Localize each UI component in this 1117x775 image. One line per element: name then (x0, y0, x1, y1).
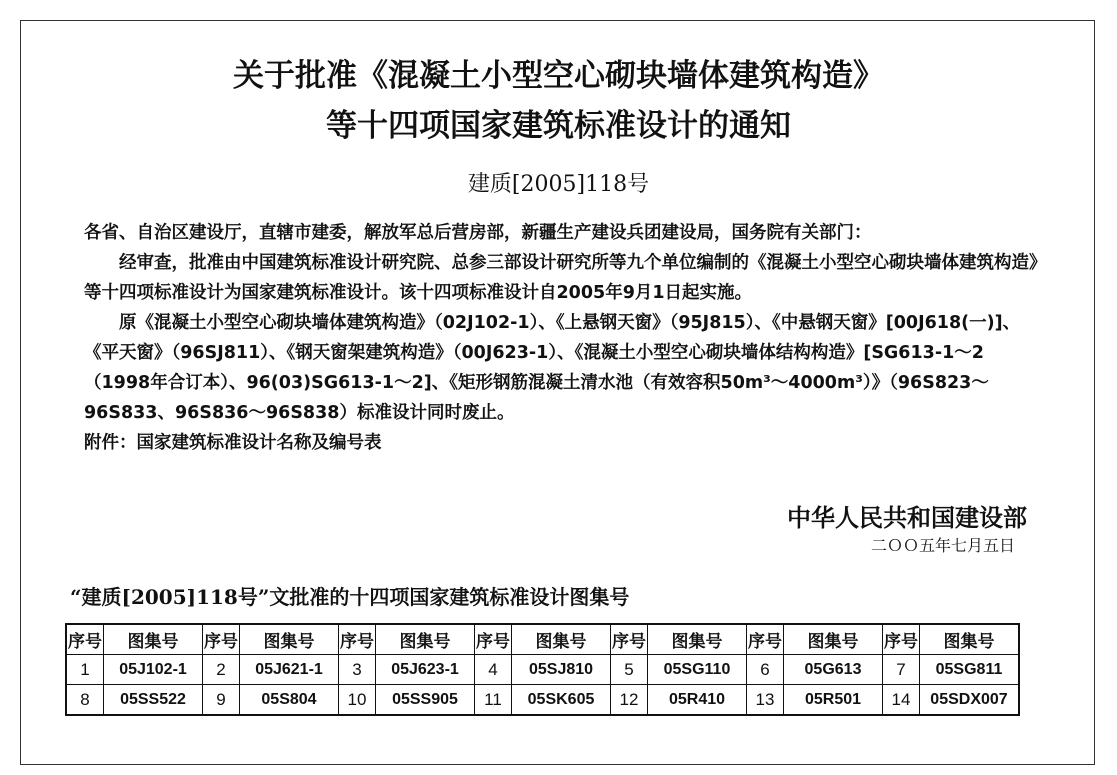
signature-block (787, 502, 1027, 558)
cell-code: 05S804 (240, 685, 339, 716)
header-code: 图集号 (512, 624, 611, 655)
cell-code: 05SDX007 (920, 685, 1020, 716)
cell-no: 8 (66, 685, 104, 716)
issuer-name: 中华人民共和国建设部 (787, 503, 1027, 532)
header-no: 序号 (611, 624, 648, 655)
header-no: 序号 (339, 624, 376, 655)
cell-no: 5 (611, 655, 648, 685)
header-no: 序号 (203, 624, 240, 655)
addressee-paragraph: 各省、自治区建设厅，直辖市建委，解放军总后营房部，新疆生产建设兵团建设局，国务院有关部门： (84, 223, 872, 243)
document-title-line2: 等十四项国家建筑标准设计的通知 (326, 108, 791, 144)
issue-date: 二ＯＯ五年七月五日 (870, 536, 1015, 555)
document-title-line1: 关于批准《混凝土小型空心砌块墙体建筑构造》 (233, 58, 884, 94)
cell-no: 11 (475, 685, 512, 716)
cell-code: 05SJ810 (512, 655, 611, 685)
cell-code: 05J621-1 (240, 655, 339, 685)
approval-paragraph: 经审查，批准由中国建筑标准设计研究院、总参三部设计研究所等九个单位编制的《混凝土小型空心砌块墙体建筑构造》等十四项标准设计为国家建筑标准设计。该十四项标准设计自2005年9月1日起实施。 (84, 253, 1038, 303)
repeal-paragraph: 原《混凝土小型空心砌块墙体建筑构造》（02J102-1）、《上悬钢天窗》（95J815）、《中悬钢天窗》[00J618(一)]、《平天窗》（96SJ811）、《钢天窗架建筑构造》（00J623-1）、《混凝土小型空心砌块墙体结构构造》[SG613-1～2（1998年合订本）、96(03)SG613-1～2]、《矩形钢筋混凝土清水池（有效容积50m³～4000m³）》（96S823～96S833、96S836～96S838）标准设计同时废止。 (84, 313, 1021, 423)
attachment-note: 附件：国家建筑标准设计名称及编号表 (84, 433, 382, 453)
cell-no: 9 (203, 685, 240, 716)
header-no: 序号 (747, 624, 784, 655)
table-header-row (66, 624, 1019, 655)
cell-code: 05J623-1 (376, 655, 475, 685)
cell-no: 14 (883, 685, 920, 716)
cell-code: 05SS905 (376, 685, 475, 716)
header-code: 图集号 (784, 624, 883, 655)
cell-no: 7 (883, 655, 920, 685)
cell-no: 6 (747, 655, 784, 685)
document-body (84, 218, 1044, 458)
header-code: 图集号 (104, 624, 203, 655)
cell-code: 05R501 (784, 685, 883, 716)
cell-code: 05SS522 (104, 685, 203, 716)
header-code: 图集号 (376, 624, 475, 655)
cell-code: 05J102-1 (104, 655, 203, 685)
cell-code: 05R410 (648, 685, 747, 716)
table-row (66, 655, 1019, 685)
header-no: 序号 (475, 624, 512, 655)
cell-no: 10 (339, 685, 376, 716)
document-number: 建质[2005]118号 (467, 172, 650, 197)
cell-no: 3 (339, 655, 376, 685)
cell-code: 05SG110 (648, 655, 747, 685)
header-code: 图集号 (648, 624, 747, 655)
cell-no: 1 (66, 655, 104, 685)
header-code: 图集号 (920, 624, 1020, 655)
cell-no: 2 (203, 655, 240, 685)
header-code: 图集号 (240, 624, 339, 655)
cell-no: 4 (475, 655, 512, 685)
header-no: 序号 (883, 624, 920, 655)
table-caption: “建质[2005]118号”文批准的十四项国家建筑标准设计图集号 (70, 585, 630, 609)
atlas-number-table (65, 623, 1020, 716)
cell-no: 12 (611, 685, 648, 716)
cell-code: 05SG811 (920, 655, 1020, 685)
cell-code: 05SK605 (512, 685, 611, 716)
header-no: 序号 (66, 624, 104, 655)
table-row (66, 685, 1019, 716)
cell-no: 13 (747, 685, 784, 716)
cell-code: 05G613 (784, 655, 883, 685)
